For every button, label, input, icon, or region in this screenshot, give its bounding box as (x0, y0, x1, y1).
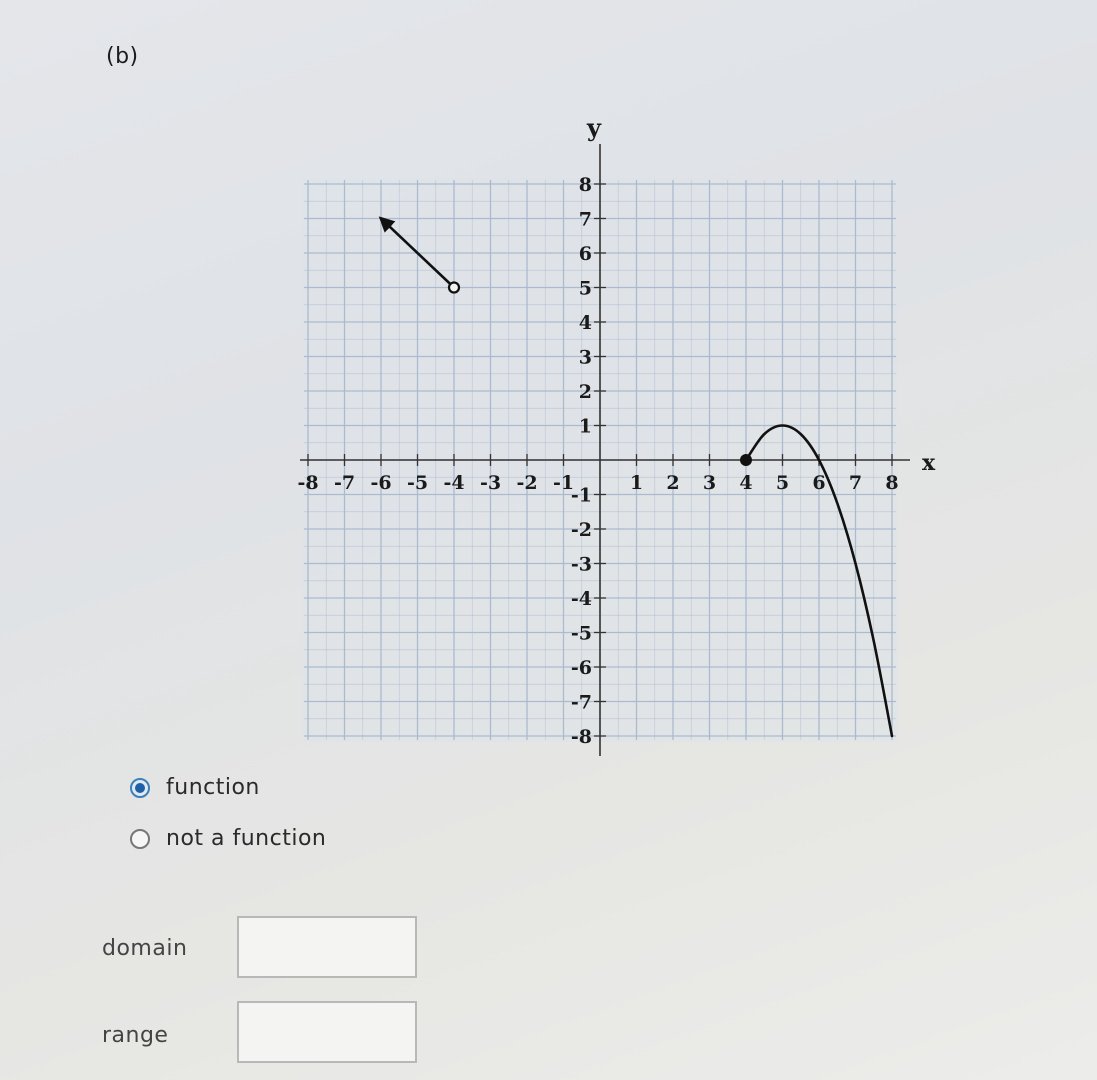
x-tick-label: -6 (370, 472, 392, 494)
x-tick-label: -8 (297, 472, 319, 494)
y-tick-label: -4 (570, 588, 592, 610)
radio-option-not-function[interactable] (130, 826, 326, 851)
x-tick-label: -7 (333, 472, 356, 494)
y-tick-label: -7 (570, 691, 592, 714)
part-label: (b) (106, 44, 139, 69)
y-tick-label: 2 (578, 381, 592, 403)
x-tick-label: -2 (516, 472, 538, 494)
radio-selected-dot (135, 783, 145, 793)
y-tick-label: -3 (570, 553, 592, 576)
coordinate-graph (270, 100, 950, 780)
y-tick-label: -6 (570, 657, 592, 679)
y-tick-label: -8 (570, 726, 592, 748)
y-tick-label: 8 (578, 174, 592, 196)
radio-option-function[interactable] (130, 775, 260, 800)
radio-not-function[interactable] (130, 829, 150, 849)
function-label: function (166, 775, 260, 800)
y-tick-label: 1 (578, 415, 592, 438)
x-tick-label: 7 (848, 472, 863, 494)
radio-function[interactable] (130, 778, 150, 798)
x-tick-label: -5 (406, 472, 429, 494)
x-axis-label: x (922, 450, 936, 476)
y-tick-label: 6 (578, 243, 592, 265)
x-tick-label: 6 (812, 472, 826, 494)
y-tick-label: 3 (578, 346, 592, 369)
y-tick-label: -5 (570, 622, 592, 645)
y-tick-label: 7 (578, 208, 592, 231)
x-tick-label: 8 (885, 472, 899, 494)
x-tick-label: 3 (702, 472, 717, 494)
x-tick-label: -1 (552, 472, 575, 494)
y-axis-label: y (587, 113, 601, 142)
x-tick-label: -4 (443, 472, 465, 494)
domain-input[interactable] (237, 916, 417, 978)
domain-label: domain (102, 936, 188, 961)
x-tick-label: 4 (739, 472, 753, 494)
open-endpoint (449, 283, 459, 293)
x-tick-label: 2 (666, 472, 680, 494)
y-tick-label: -2 (570, 519, 592, 541)
range-label: range (102, 1023, 169, 1048)
not-function-label: not a function (166, 826, 327, 851)
y-tick-label: 5 (578, 277, 592, 300)
y-tick-label: -1 (570, 484, 592, 507)
x-tick-label: 5 (775, 472, 790, 494)
x-tick-label: -3 (479, 472, 502, 494)
range-input[interactable] (237, 1001, 417, 1063)
x-tick-label: 1 (629, 472, 644, 494)
y-tick-label: 4 (578, 312, 592, 334)
closed-endpoint (740, 454, 752, 466)
